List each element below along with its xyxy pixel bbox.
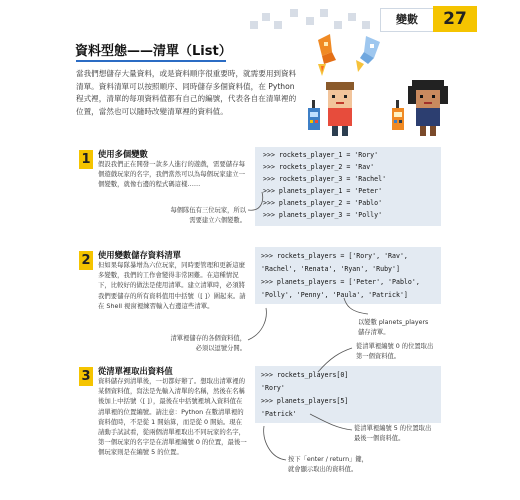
connector-line [248, 192, 263, 210]
code-line: >>> planets_players = ['Peter', 'Pablo', [261, 278, 420, 286]
code-line: >>> planets_player_2 = 'Pablo' [263, 199, 383, 207]
code-line: >>> rockets_player_2 = 'Rav' [263, 163, 375, 171]
step-1-number: 1 [79, 150, 93, 169]
page-number: 27 [433, 6, 477, 32]
annotation-line: 從清單裡編號 5 的位置取出 [354, 425, 432, 432]
annotation-line: 必須以逗號分開。 [195, 344, 246, 352]
intro-paragraph: 當我們想儲存大量資料，或是資料順序很重要時，就需要用到資料清單。資料清單可以按照順序、同時儲存多個資料值，在 Python 程式裡，清單的每項資料值都有自己的編號，代表各自在清單裡的位置，當然也可以隨時改變清單裡的資料值。 [76, 69, 297, 116]
page-title: 資料型態——清單（List） [75, 44, 232, 59]
chapter-tag: 變數 [380, 8, 434, 32]
step-3-number: 3 [79, 367, 93, 386]
code-line: 'Rory' [261, 384, 285, 392]
annotation-line: 最後一個資料值。 [354, 434, 405, 442]
step-3-body: 資料儲存到清單後，一切都好辦了。想取出清單裡的某個資料值，寫法是先輸入清單的名稱，然後在名稱後加上中括號（[ ]），最後在中括號裡填入資料值在清單裡的位置編號。請注意：Python 在數清單裡的資料值時，不是從 1 開始算，而是從 0 開始。現在請動手試試看，從兩個清單裡取出不同玩家的名字，第一個玩家的名字是在清單裡編號 0 的位置，最後一個玩家則是在編號 5 的位置。 [98, 377, 247, 457]
code-line: >>> rockets_players[0] [261, 371, 349, 379]
step-2-number: 2 [79, 251, 93, 270]
code-line: >>> rockets_player_3 = 'Rachel' [263, 175, 387, 183]
annotation-line: 每個隊伍有三位玩家，所以 [170, 207, 246, 214]
step-2-heading: 使用變數儲存資料清單 [98, 250, 181, 260]
connector-line [310, 414, 352, 430]
code-line: >>> planets_player_1 = 'Peter' [263, 187, 383, 195]
code-line: >>> rockets_player_1 = 'Rory' [263, 151, 379, 159]
step-1-body: 假設我們正在開發一款多人進行的遊戲，需要儲存每個遊戲玩家的名字，我們當然可以為每個玩家建立一個變數，就像右邊的程式碼這樣…… [98, 160, 245, 189]
step-1-heading: 使用多個變數 [98, 149, 148, 159]
code-line: 'Patrick' [261, 410, 297, 418]
annotation-line: 清單裡儲存的各個資料值， [170, 335, 246, 342]
annotation-line: 就會顯示取出的資料值。 [288, 465, 358, 473]
connector-line [248, 308, 266, 340]
code-line: 'Rachel', 'Renata', 'Ryan', 'Ruby'] [261, 265, 400, 273]
annotation-line: 以變數 planets_players [358, 319, 429, 326]
code-line: >>> planets_players[5] [261, 397, 349, 405]
code-line: >>> planets_player_3 = 'Polly' [263, 211, 383, 219]
annotation-line: 需要建立六個變數。 [189, 216, 246, 224]
connector-line [344, 298, 368, 314]
step-3-heading: 從清單裡取出資料值 [98, 366, 173, 376]
code-line: 'Polly', 'Penny', 'Paula', 'Patrick'] [261, 291, 408, 299]
connector-line [264, 426, 286, 460]
step-2-body: 但如果每隊暴增為六位玩家，同時要管理和更新這麼多變數，我們的工作會變得非常困難。在這種情況下，比較好的做法是使用清單。建立清單時，必須將我們要儲存的所有資料值用中括號（[ ]）圍起來。請在 Shell 視窗裡練習輸入右邊這些清單。 [98, 261, 246, 310]
annotation-line: 儲存清單。 [358, 328, 390, 336]
annotation-line: 第一個資料值。 [356, 352, 401, 360]
code-line: >>> rockets_players = ['Rory', 'Rav', [261, 252, 408, 260]
annotation-line: 按下「enter / return」鍵， [288, 456, 368, 463]
annotation-line: 從清單裡編號 0 的位置取出 [356, 343, 434, 350]
connector-line [318, 348, 352, 372]
